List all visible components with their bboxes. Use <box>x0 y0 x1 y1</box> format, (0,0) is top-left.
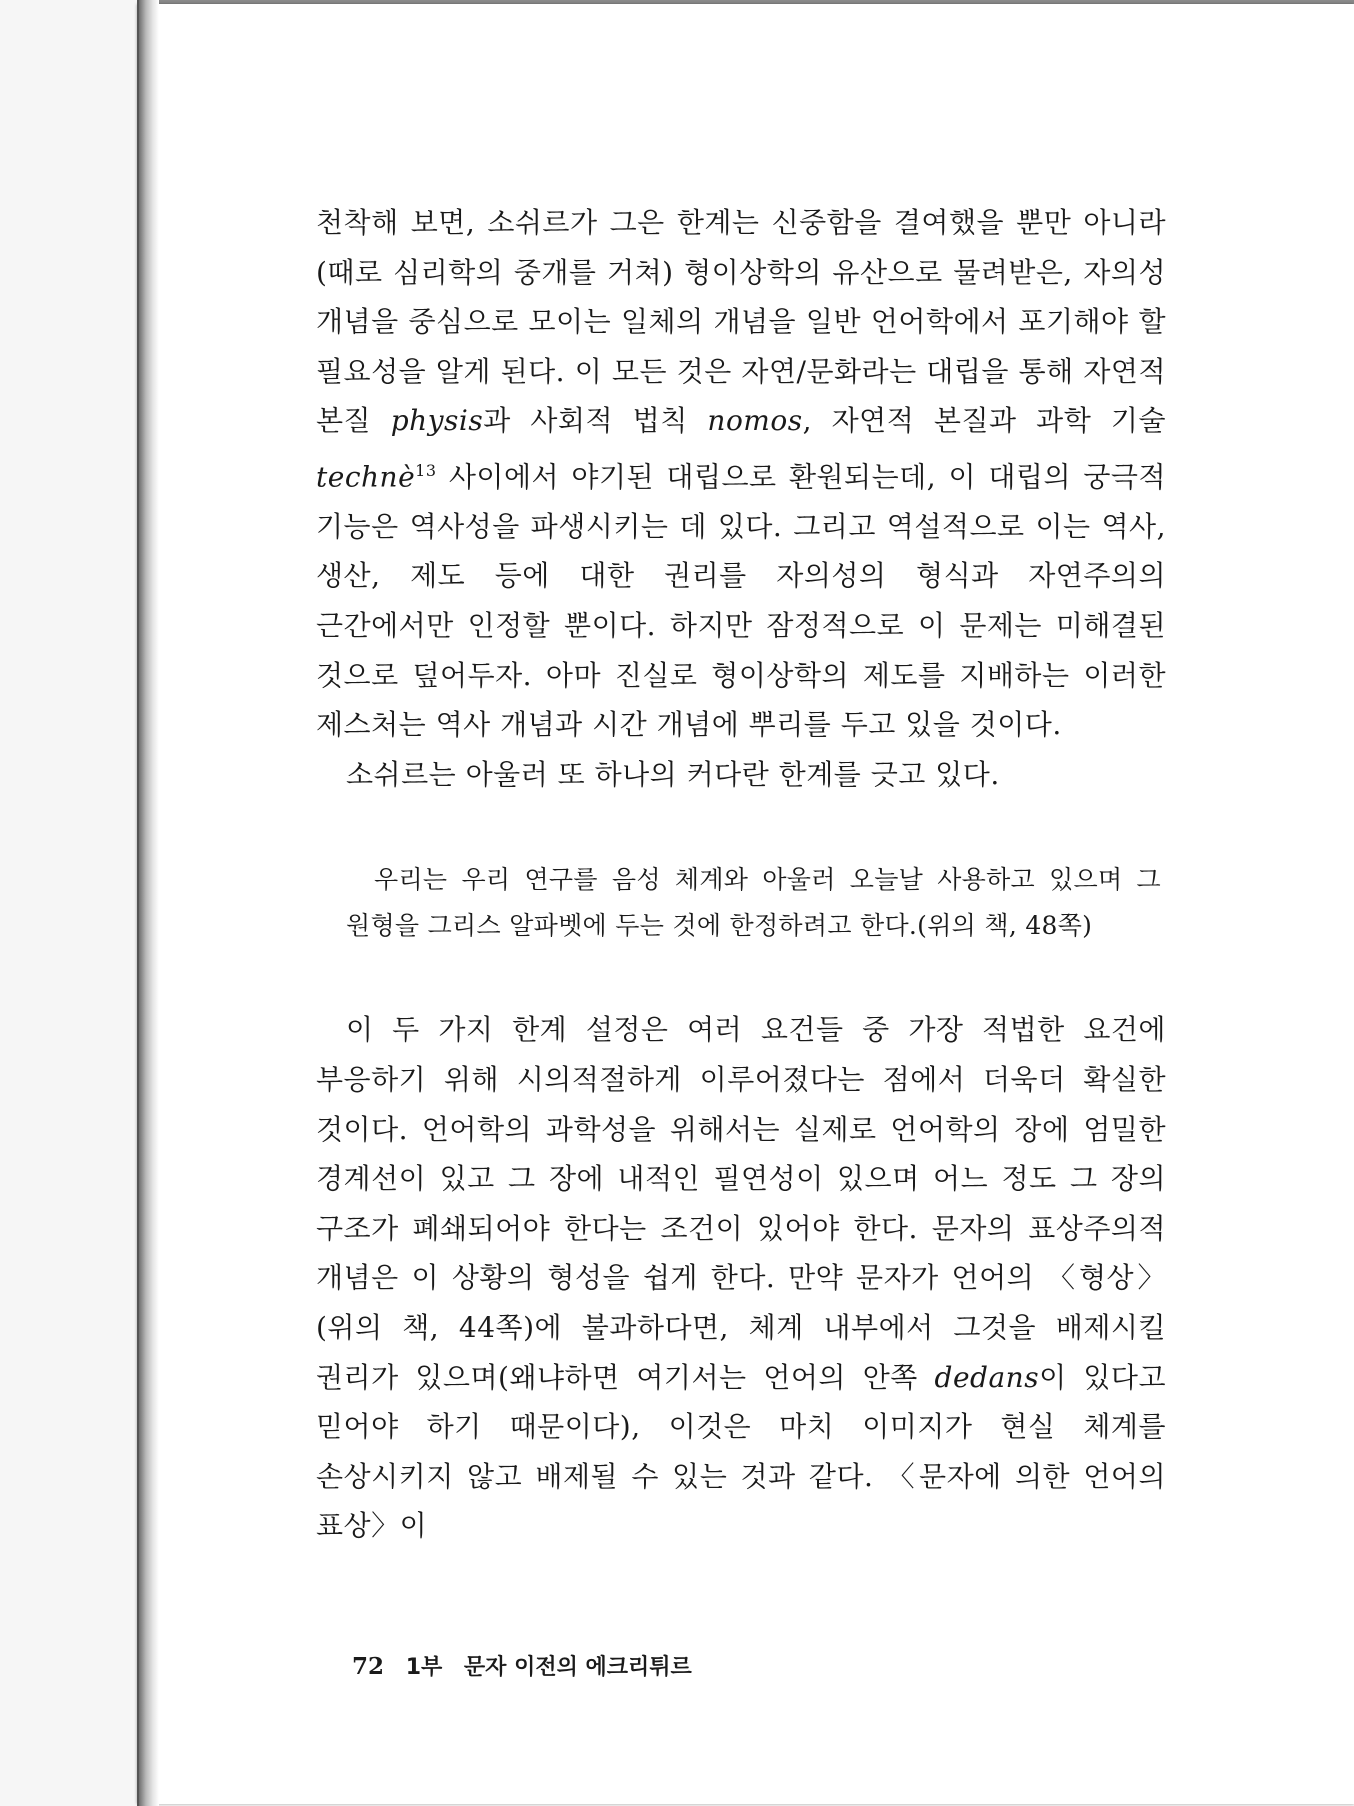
footer-title: 문자 이전의 에크리튀르 <box>463 1655 692 1680</box>
term-techne: technè <box>316 460 416 494</box>
paragraph-3 <box>316 1005 1166 1551</box>
term-nomos: nomos <box>707 404 803 438</box>
page-body <box>316 198 1166 1551</box>
paragraph-1-text-a: 천착해 보면, 소쉬르가 그은 한계는 신중함을 결여했을 뿐만 아니라(때로 심리학의 중개를 거쳐) 형이상학의 유산으로 물려받은, 자의성 개념을 중심으로 모이는 일체의 개념을 일반 언어학에서 포기해야 할 필요성을 알게 된다. 이 모든 것은 자연/문화라는 대립을 통해 자연적 본질 <box>316 206 1166 438</box>
page-spine-edge <box>137 0 159 1806</box>
footnote-mark: 13 <box>415 460 437 480</box>
paragraph-2: 소쉬르는 아울러 또 하나의 커다란 한계를 긋고 있다. <box>346 757 1000 791</box>
page-number: 72 <box>352 1653 385 1680</box>
paragraph-3-text-b: 이 있다고 믿어야 하기 때문이다), 이것은 마치 이미지가 현실 체계를 손상시키지 않고 배제될 수 있는 것과 같다. 〈문자에 의한 언어의 표상〉이 <box>316 1360 1166 1543</box>
term-physis: physis <box>390 404 484 438</box>
paragraph-3-text-a: 이 두 가지 한계 설정은 여러 요건들 중 가장 적법한 요건에 부응하기 위해 시의적절하게 이루어졌다는 점에서 더욱더 확실한 것이다. 언어학의 과학성을 위해서는 실제로 언어학의 장에 엄밀한 경계선이 있고 그 장에 내적인 필연성이 있으며 어느 정도 그 장의 구조가 폐쇄되어야 한다는 조건이 있어야 한다. 문자의 표상주의적 개념은 이 상황의 형성을 쉽게 한다. 만약 문자가 언어의 〈형상〉(위의 책, 44쪽)에 불과하다면, 체계 내부에서 그것을 배제시킬 권리가 있으며(왜냐하면 여기서는 언어의 안쪽 <box>316 1013 1166 1394</box>
paragraph-1-text-c: , 자연적 본질과 과학 기술 <box>802 404 1166 438</box>
term-dedans: dedans <box>934 1360 1040 1394</box>
footer-part: 1부 <box>405 1655 443 1680</box>
block-quote: 우리는 우리 연구를 음성 체계와 아울러 오늘날 사용하고 있으며 그 원형을 그리스 알파벳에 두는 것에 한정하려고 한다.(위의 책, 48쪽) <box>346 865 1161 941</box>
page-footer <box>352 1650 706 1681</box>
paragraph-1-text-b: 과 사회적 법칙 <box>483 404 708 438</box>
paragraph-1 <box>316 198 1166 750</box>
paragraph-1-text-d: 사이에서 야기된 대립으로 환원되는데, 이 대립의 궁극적 기능은 역사성을 파생시키는 데 있다. 그리고 역설적으로 이는 역사, 생산, 제도 등에 대한 권리를 자의성의 형식과 자연주의의 근간에서만 인정할 뿐이다. 하지만 잠정적으로 이 문제는 미해결된 것으로 덮어두자. 아마 진실로 형이상학의 제도를 지배하는 이러한 제스처는 역사 개념과 시간 개념에 뿌리를 두고 있을 것이다. <box>316 460 1166 742</box>
